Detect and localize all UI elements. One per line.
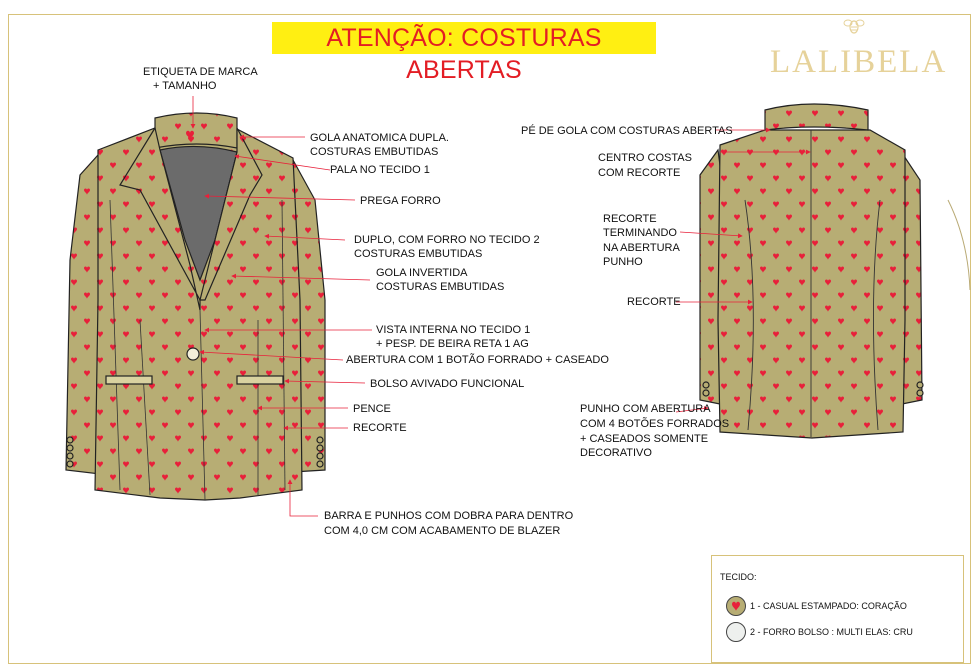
label-pence: PENCE <box>353 403 391 415</box>
label-vista-2: + PESP. DE BEIRA RETA 1 AG <box>376 338 529 350</box>
brand-logo: LALIBELA <box>770 44 948 80</box>
label-vista: VISTA INTERNA NO TECIDO 1 <box>376 324 531 336</box>
label-invertida: GOLA INVERTIDA <box>376 267 468 279</box>
label-recorte-term-3: NA ABERTURA <box>603 242 680 254</box>
label-invertida-2: COSTURAS EMBUTIDAS <box>376 281 505 293</box>
label-punho-2: COM 4 BOTÕES FORRADOS <box>580 418 730 430</box>
label-prega: PREGA FORRO <box>360 195 441 207</box>
label-etiqueta-2: + TAMANHO <box>153 80 217 92</box>
back-jacket <box>700 104 923 438</box>
heart-fabric-swatch-icon <box>726 596 746 616</box>
label-duplo: DUPLO, COM FORRO NO TECIDO 2 <box>354 234 540 246</box>
label-abertura: ABERTURA COM 1 BOTÃO FORRADO + CASEADO <box>346 354 609 366</box>
label-pala: PALA NO TECIDO 1 <box>330 164 430 176</box>
legend-item-1: 1 - CASUAL ESTAMPADO: CORAÇÃO <box>750 601 907 611</box>
label-recorte-term-2: TERMINANDO <box>603 227 677 239</box>
label-punho-4: DECORATIVO <box>580 447 652 459</box>
legend-item-2: 2 - FORRO BOLSO : MULTI ELAS: CRU <box>750 627 913 637</box>
page-title: ATENÇÃO: COSTURAS ABERTAS <box>326 24 602 84</box>
label-centro: CENTRO COSTAS <box>598 152 692 164</box>
label-back-recorte: RECORTE <box>627 296 681 308</box>
label-pe-gola: PÉ DE GOLA COM COSTURAS ABERTAS <box>521 125 733 137</box>
label-recorte-term-4: PUNHO <box>603 256 643 268</box>
label-punho-3: + CASEADOS SOMENTE <box>580 433 709 445</box>
label-recorte: RECORTE <box>353 422 407 434</box>
label-barra: BARRA E PUNHOS COM DOBRA PARA DENTRO <box>324 510 574 522</box>
label-barra-2: COM 4,0 CM COM ACABAMENTO DE BLAZER <box>324 525 561 537</box>
label-punho: PUNHO COM ABERTURA <box>580 403 711 415</box>
legend-title: TECIDO: <box>720 572 757 582</box>
plain-fabric-swatch-icon <box>726 622 746 642</box>
front-jacket <box>66 113 325 500</box>
label-bolso: BOLSO AVIVADO FUNCIONAL <box>370 378 525 390</box>
label-etiqueta: ETIQUETA DE MARCA <box>143 66 258 78</box>
label-duplo-2: COSTURAS EMBUTIDAS <box>354 248 483 260</box>
label-gola: GOLA ANATOMICA DUPLA. <box>310 132 449 144</box>
label-recorte-term: RECORTE <box>603 213 657 225</box>
label-centro-2: COM RECORTE <box>598 167 681 179</box>
label-gola-2: COSTURAS EMBUTIDAS <box>310 146 439 158</box>
